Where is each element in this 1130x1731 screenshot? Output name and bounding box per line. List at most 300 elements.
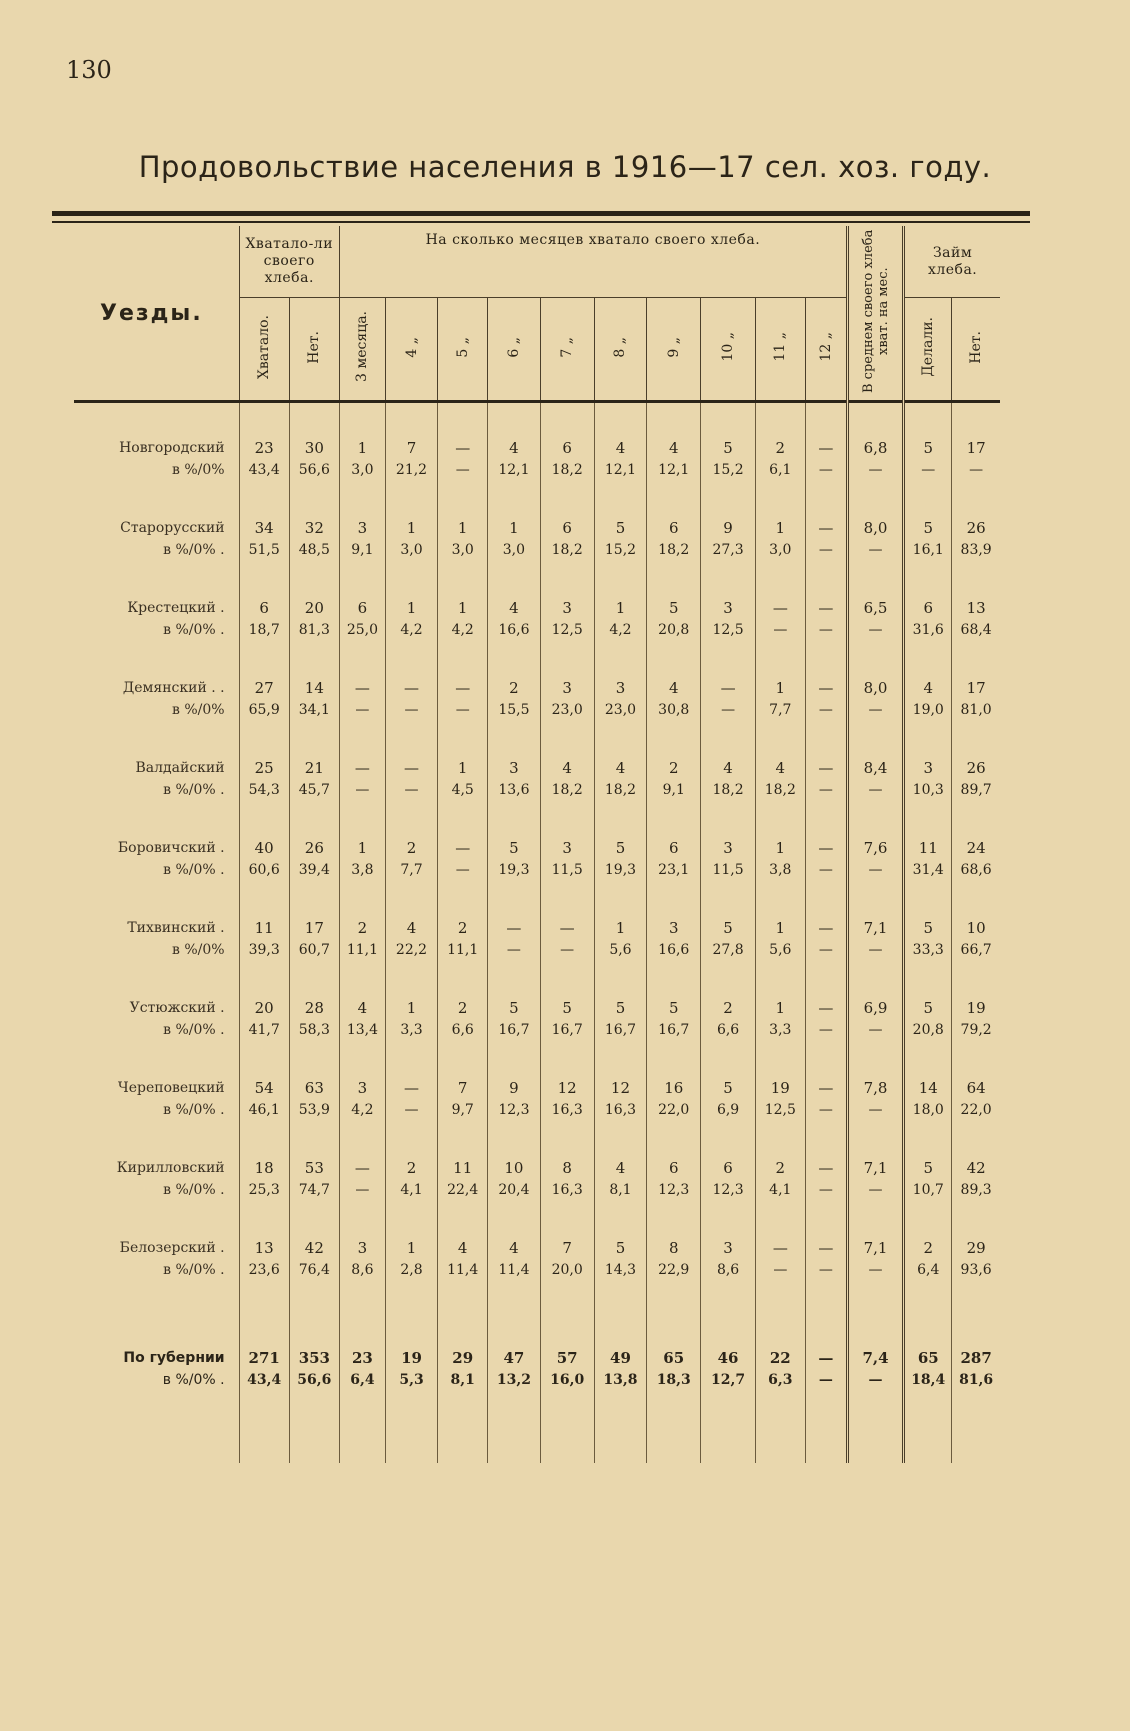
empty-cell xyxy=(540,1393,594,1463)
cell-percent: 8,1 xyxy=(438,1369,488,1393)
loan-no-header: Нет. xyxy=(952,298,1000,402)
cell-percent: 3,0 xyxy=(385,539,437,563)
cell-count: 27 xyxy=(239,643,289,699)
cell-percent: 81,3 xyxy=(289,619,339,643)
cell-percent: — xyxy=(805,1179,847,1203)
cell-percent: 16,0 xyxy=(540,1369,594,1393)
cell-count: 20 xyxy=(289,563,339,619)
cell-count: 19 xyxy=(385,1283,437,1369)
cell-percent: 18,0 xyxy=(904,1099,952,1123)
cell-count: 2 xyxy=(755,402,805,460)
percent-label: в %/0% . xyxy=(163,1182,225,1198)
cell-count: 23 xyxy=(339,1283,385,1369)
district-name: Череповецкий xyxy=(117,1080,225,1096)
empty-cell xyxy=(438,1393,488,1463)
cell-percent: — xyxy=(805,1259,847,1283)
cell-percent: 6,6 xyxy=(438,1019,488,1043)
cell-count: 3 xyxy=(488,723,540,779)
cell-count: 9 xyxy=(701,483,755,539)
cell-percent: 33,3 xyxy=(904,939,952,963)
cell-count: 5 xyxy=(904,483,952,539)
district-name: Устюжский . xyxy=(129,1000,225,1016)
cell-count: — xyxy=(755,1203,805,1259)
cell-count: — xyxy=(339,723,385,779)
cell-count: 3 xyxy=(701,563,755,619)
cell-count: 4 xyxy=(701,723,755,779)
cell-percent: 23,0 xyxy=(594,699,646,723)
cell-percent: — xyxy=(847,859,903,883)
cell-percent: 16,1 xyxy=(904,539,952,563)
cell-count: 65 xyxy=(904,1283,952,1369)
table-row xyxy=(74,402,1000,460)
month-10-header: 10 „ xyxy=(701,298,755,402)
cell-count: 1 xyxy=(438,723,488,779)
cell-count: 1 xyxy=(755,803,805,859)
cell-percent: 19,3 xyxy=(488,859,540,883)
cell-count: — xyxy=(385,723,437,779)
cell-percent: — xyxy=(339,699,385,723)
cell-percent: 22,2 xyxy=(385,939,437,963)
cell-count: — xyxy=(805,1203,847,1259)
cell-count: 3 xyxy=(701,1203,755,1259)
month-5-header: 5 „ xyxy=(438,298,488,402)
loan-yes-header: Делали. xyxy=(904,298,952,402)
cell-count: 1 xyxy=(488,483,540,539)
cell-count: — xyxy=(805,883,847,939)
cell-percent: — xyxy=(805,1369,847,1393)
cell-count: 22 xyxy=(755,1283,805,1369)
cell-percent: — xyxy=(847,779,903,803)
cell-percent: 11,4 xyxy=(438,1259,488,1283)
cell-count: 2 xyxy=(701,963,755,1019)
cell-percent: — xyxy=(805,1019,847,1043)
cell-count: 5 xyxy=(594,963,646,1019)
month-8-header: 8 „ xyxy=(594,298,646,402)
cell-percent: 68,4 xyxy=(952,619,1000,643)
cell-count: 7,1 xyxy=(847,1203,903,1259)
cell-count: 1 xyxy=(755,963,805,1019)
cell-percent: 6,4 xyxy=(904,1259,952,1283)
cell-percent: 7,7 xyxy=(385,859,437,883)
cell-percent: 23,1 xyxy=(647,859,701,883)
cell-count: — xyxy=(805,643,847,699)
cell-count: 7 xyxy=(385,402,437,460)
cell-percent: 11,5 xyxy=(701,859,755,883)
cell-count: 1 xyxy=(755,483,805,539)
cell-count: 4 xyxy=(385,883,437,939)
cell-count: 5 xyxy=(701,1043,755,1099)
cell-percent: 19,3 xyxy=(594,859,646,883)
cell-percent: — xyxy=(805,939,847,963)
cell-count: — xyxy=(385,1043,437,1099)
cell-count: 7 xyxy=(540,1203,594,1259)
cell-count: 1 xyxy=(755,883,805,939)
enough-no-header: Нет. xyxy=(289,298,339,402)
cell-percent: 9,1 xyxy=(647,779,701,803)
percent-label: в %/0% . xyxy=(163,782,225,798)
cell-percent: 4,2 xyxy=(385,619,437,643)
average-header: В среднем своего хлеба хват. на мес. xyxy=(847,226,903,402)
cell-percent: 22,4 xyxy=(438,1179,488,1203)
cell-count: 2 xyxy=(385,803,437,859)
month-7-header: 7 „ xyxy=(540,298,594,402)
empty-cell xyxy=(647,1393,701,1463)
cell-count: 12 xyxy=(594,1043,646,1099)
cell-percent: — xyxy=(701,699,755,723)
cell-count: 6,9 xyxy=(847,963,903,1019)
cell-percent: 6,6 xyxy=(701,1019,755,1043)
cell-count: 287 xyxy=(952,1283,1000,1369)
table-row xyxy=(74,883,1000,939)
cell-count: 4 xyxy=(339,963,385,1019)
cell-percent: 48,5 xyxy=(289,539,339,563)
cell-percent: 93,6 xyxy=(952,1259,1000,1283)
cell-count: 4 xyxy=(594,723,646,779)
district-name: Старорусский xyxy=(120,520,225,536)
percent-label: в %/0% . xyxy=(162,1372,225,1388)
cell-count: 65 xyxy=(647,1283,701,1369)
cell-count: 5 xyxy=(904,1123,952,1179)
cell-percent: — xyxy=(805,459,847,483)
cell-percent: 46,1 xyxy=(239,1099,289,1123)
cell-percent: 12,7 xyxy=(701,1369,755,1393)
cell-count: 3 xyxy=(339,1043,385,1099)
cell-percent: 89,7 xyxy=(952,779,1000,803)
cell-percent: 6,4 xyxy=(339,1369,385,1393)
cell-percent: 56,6 xyxy=(289,459,339,483)
cell-count: 6,8 xyxy=(847,402,903,460)
cell-percent: 76,4 xyxy=(289,1259,339,1283)
cell-percent: 41,7 xyxy=(239,1019,289,1043)
cell-percent: 12,1 xyxy=(594,459,646,483)
cell-percent: 31,4 xyxy=(904,859,952,883)
percent-label: в %/0% xyxy=(172,702,225,718)
cell-percent: — xyxy=(438,459,488,483)
cell-count: — xyxy=(805,723,847,779)
cell-count: 1 xyxy=(438,563,488,619)
cell-count: — xyxy=(488,883,540,939)
cell-count: — xyxy=(339,1123,385,1179)
table-row xyxy=(74,1203,1000,1259)
cell-count: 46 xyxy=(701,1283,755,1369)
cell-count: — xyxy=(385,643,437,699)
cell-count: 13 xyxy=(239,1203,289,1259)
cell-percent: — xyxy=(339,779,385,803)
cell-percent: 9,1 xyxy=(339,539,385,563)
cell-count: 5 xyxy=(904,883,952,939)
cell-count: 5 xyxy=(647,963,701,1019)
cell-count: 1 xyxy=(594,883,646,939)
cell-count: 1 xyxy=(385,963,437,1019)
cell-percent: — xyxy=(805,539,847,563)
cell-percent: 54,3 xyxy=(239,779,289,803)
cell-count: 5 xyxy=(594,1203,646,1259)
empty-cell xyxy=(952,1393,1000,1463)
cell-count: 2 xyxy=(488,643,540,699)
cell-count: 3 xyxy=(339,483,385,539)
cell-count: 8,4 xyxy=(847,723,903,779)
percent-label: в %/0% . xyxy=(163,1102,225,1118)
cell-percent: 16,6 xyxy=(488,619,540,643)
cell-percent: 79,2 xyxy=(952,1019,1000,1043)
cell-percent: 31,6 xyxy=(904,619,952,643)
cell-percent: 14,3 xyxy=(594,1259,646,1283)
cell-count: 2 xyxy=(438,963,488,1019)
percent-label: в %/0% xyxy=(172,462,225,478)
cell-count: 9 xyxy=(488,1043,540,1099)
cell-count: 7,1 xyxy=(847,1123,903,1179)
cell-percent: — xyxy=(847,1259,903,1283)
cell-percent: 66,7 xyxy=(952,939,1000,963)
months-group-header: На сколько месяцев хватало своего хлеба. xyxy=(339,226,847,298)
cell-count: 34 xyxy=(239,483,289,539)
enough-yes-header: Хватало. xyxy=(239,298,289,402)
cell-count: 2 xyxy=(339,883,385,939)
cell-percent: 12,5 xyxy=(540,619,594,643)
cell-count: 4 xyxy=(647,643,701,699)
cell-percent: 16,7 xyxy=(647,1019,701,1043)
cell-percent: 18,4 xyxy=(904,1369,952,1393)
cell-percent: 6,1 xyxy=(755,459,805,483)
cell-percent: 10,3 xyxy=(904,779,952,803)
cell-percent: 60,7 xyxy=(289,939,339,963)
table-row xyxy=(74,963,1000,1019)
cell-percent: 74,7 xyxy=(289,1179,339,1203)
cell-count: 32 xyxy=(289,483,339,539)
cell-count: — xyxy=(701,643,755,699)
cell-count: 26 xyxy=(289,803,339,859)
cell-count: 1 xyxy=(385,563,437,619)
cell-count: 3 xyxy=(647,883,701,939)
cell-count: 40 xyxy=(239,803,289,859)
cell-percent: 20,8 xyxy=(647,619,701,643)
month-4-header: 4 „ xyxy=(385,298,437,402)
cell-count: 6 xyxy=(647,483,701,539)
table-row-percent xyxy=(74,1019,1000,1043)
cell-count: 11 xyxy=(438,1123,488,1179)
district-name: Валдайский xyxy=(135,760,225,776)
cell-count: 2 xyxy=(755,1123,805,1179)
empty-cell xyxy=(701,1393,755,1463)
cell-count: 6 xyxy=(701,1123,755,1179)
cell-percent: 12,5 xyxy=(701,619,755,643)
cell-percent: 12,3 xyxy=(488,1099,540,1123)
cell-count: 7,6 xyxy=(847,803,903,859)
cell-count: 17 xyxy=(952,643,1000,699)
table-bottom-padding xyxy=(74,1393,1000,1463)
cell-count: 5 xyxy=(701,402,755,460)
cell-percent: 65,9 xyxy=(239,699,289,723)
table-row xyxy=(74,1283,1000,1369)
cell-percent: 58,3 xyxy=(289,1019,339,1043)
district-name: Крестецкий . xyxy=(127,600,225,616)
cell-percent: 9,7 xyxy=(438,1099,488,1123)
cell-count: 23 xyxy=(239,402,289,460)
cell-percent: 43,4 xyxy=(239,459,289,483)
cell-count: 1 xyxy=(438,483,488,539)
cell-count: 30 xyxy=(289,402,339,460)
cell-count: 24 xyxy=(952,803,1000,859)
cell-percent: 25,3 xyxy=(239,1179,289,1203)
cell-percent: — xyxy=(339,1179,385,1203)
table-row-percent xyxy=(74,1099,1000,1123)
table-row xyxy=(74,723,1000,779)
table-body xyxy=(74,402,1000,1464)
cell-percent: — xyxy=(755,619,805,643)
cell-percent: 18,2 xyxy=(701,779,755,803)
cell-percent: 13,6 xyxy=(488,779,540,803)
cell-count: 4 xyxy=(540,723,594,779)
cell-percent: 13,4 xyxy=(339,1019,385,1043)
cell-count: 13 xyxy=(952,563,1000,619)
cell-percent: — xyxy=(847,539,903,563)
cell-count: 4 xyxy=(488,1203,540,1259)
cell-count: 63 xyxy=(289,1043,339,1099)
cell-count: 64 xyxy=(952,1043,1000,1099)
loan-group-header: Займ хлеба. xyxy=(904,226,1000,298)
table-row-percent xyxy=(74,779,1000,803)
cell-count: 5 xyxy=(904,402,952,460)
empty-cell xyxy=(339,1393,385,1463)
cell-percent: — xyxy=(385,779,437,803)
cell-percent: 12,5 xyxy=(755,1099,805,1123)
cell-percent: 83,9 xyxy=(952,539,1000,563)
cell-count: 19 xyxy=(755,1043,805,1099)
cell-count: 14 xyxy=(289,643,339,699)
cell-percent: 27,8 xyxy=(701,939,755,963)
month-6-header: 6 „ xyxy=(488,298,540,402)
cell-count: 8,0 xyxy=(847,483,903,539)
cell-count: — xyxy=(805,963,847,1019)
cell-count: 4 xyxy=(438,1203,488,1259)
cell-percent: 4,2 xyxy=(438,619,488,643)
cell-count: 6 xyxy=(540,402,594,460)
empty-cell xyxy=(904,1393,952,1463)
cell-percent: 18,2 xyxy=(540,539,594,563)
cell-percent: — xyxy=(847,1019,903,1043)
cell-percent: 20,0 xyxy=(540,1259,594,1283)
cell-percent: — xyxy=(805,779,847,803)
cell-count: 42 xyxy=(289,1203,339,1259)
top-rule-thin xyxy=(52,221,1030,223)
cell-count: — xyxy=(805,1123,847,1179)
cell-percent: 11,4 xyxy=(488,1259,540,1283)
cell-count: 4 xyxy=(647,402,701,460)
cell-percent: 81,6 xyxy=(952,1369,1000,1393)
cell-percent: — xyxy=(847,1369,903,1393)
cell-count: 8 xyxy=(540,1123,594,1179)
cell-count: 3 xyxy=(540,803,594,859)
cell-percent: — xyxy=(904,459,952,483)
cell-percent: 8,1 xyxy=(594,1179,646,1203)
cell-percent: 4,2 xyxy=(594,619,646,643)
cell-percent: 12,3 xyxy=(647,1179,701,1203)
cell-count: — xyxy=(805,563,847,619)
cell-count: 2 xyxy=(647,723,701,779)
cell-count: 2 xyxy=(904,1203,952,1259)
cell-percent: — xyxy=(847,619,903,643)
cell-percent: 3,0 xyxy=(488,539,540,563)
cell-count: 21 xyxy=(289,723,339,779)
cell-percent: 11,1 xyxy=(339,939,385,963)
cell-percent: — xyxy=(805,699,847,723)
cell-count: — xyxy=(805,402,847,460)
cell-count: 10 xyxy=(952,883,1000,939)
percent-label: в %/0% . xyxy=(163,862,225,878)
table-row-percent xyxy=(74,619,1000,643)
cell-percent: 3,3 xyxy=(385,1019,437,1043)
cell-percent: 21,2 xyxy=(385,459,437,483)
cell-count: 4 xyxy=(488,563,540,619)
top-rule-thick xyxy=(52,211,1030,216)
cell-percent: 34,1 xyxy=(289,699,339,723)
cell-percent: 5,3 xyxy=(385,1369,437,1393)
cell-count: — xyxy=(339,643,385,699)
cell-percent: — xyxy=(805,1099,847,1123)
table-row-percent xyxy=(74,1179,1000,1203)
cell-count: 42 xyxy=(952,1123,1000,1179)
cell-percent: 16,6 xyxy=(647,939,701,963)
cell-count: 3 xyxy=(904,723,952,779)
cell-percent: 3,0 xyxy=(755,539,805,563)
cell-count: 353 xyxy=(289,1283,339,1369)
cell-percent: 60,6 xyxy=(239,859,289,883)
cell-percent: 12,1 xyxy=(488,459,540,483)
cell-percent: 16,3 xyxy=(540,1179,594,1203)
cell-percent: — xyxy=(847,1099,903,1123)
cell-percent: 68,6 xyxy=(952,859,1000,883)
cell-count: 4 xyxy=(594,1123,646,1179)
cell-percent: 8,6 xyxy=(339,1259,385,1283)
cell-percent: 39,4 xyxy=(289,859,339,883)
empty-cell xyxy=(289,1393,339,1463)
cell-count: — xyxy=(805,1283,847,1369)
cell-percent: — xyxy=(847,699,903,723)
cell-count: 5 xyxy=(647,563,701,619)
cell-percent: — xyxy=(385,699,437,723)
cell-count: 271 xyxy=(239,1283,289,1369)
cell-percent: 13,8 xyxy=(594,1369,646,1393)
cell-percent: 22,0 xyxy=(647,1099,701,1123)
cell-count: 4 xyxy=(594,402,646,460)
cell-percent: 6,3 xyxy=(755,1369,805,1393)
cell-count: 5 xyxy=(488,803,540,859)
cell-count: — xyxy=(438,803,488,859)
cell-count: 7,8 xyxy=(847,1043,903,1099)
cell-count: 49 xyxy=(594,1283,646,1369)
cell-count: 53 xyxy=(289,1123,339,1179)
cell-percent: 25,0 xyxy=(339,619,385,643)
table-row xyxy=(74,483,1000,539)
cell-percent: 3,0 xyxy=(438,539,488,563)
cell-percent: 22,9 xyxy=(647,1259,701,1283)
cell-count: 5 xyxy=(594,483,646,539)
cell-count: — xyxy=(540,883,594,939)
cell-count: 1 xyxy=(594,563,646,619)
district-name: Белозерский . xyxy=(119,1240,225,1256)
cell-percent: 8,6 xyxy=(701,1259,755,1283)
cell-percent: 3,0 xyxy=(339,459,385,483)
cell-percent: 16,7 xyxy=(540,1019,594,1043)
cell-count: 11 xyxy=(239,883,289,939)
cell-count: 6,5 xyxy=(847,563,903,619)
cell-percent: 16,3 xyxy=(540,1099,594,1123)
cell-count: 26 xyxy=(952,483,1000,539)
cell-count: 29 xyxy=(952,1203,1000,1259)
cell-percent: 18,2 xyxy=(540,779,594,803)
header-row-groups xyxy=(74,226,1000,298)
cell-percent: 18,2 xyxy=(540,459,594,483)
